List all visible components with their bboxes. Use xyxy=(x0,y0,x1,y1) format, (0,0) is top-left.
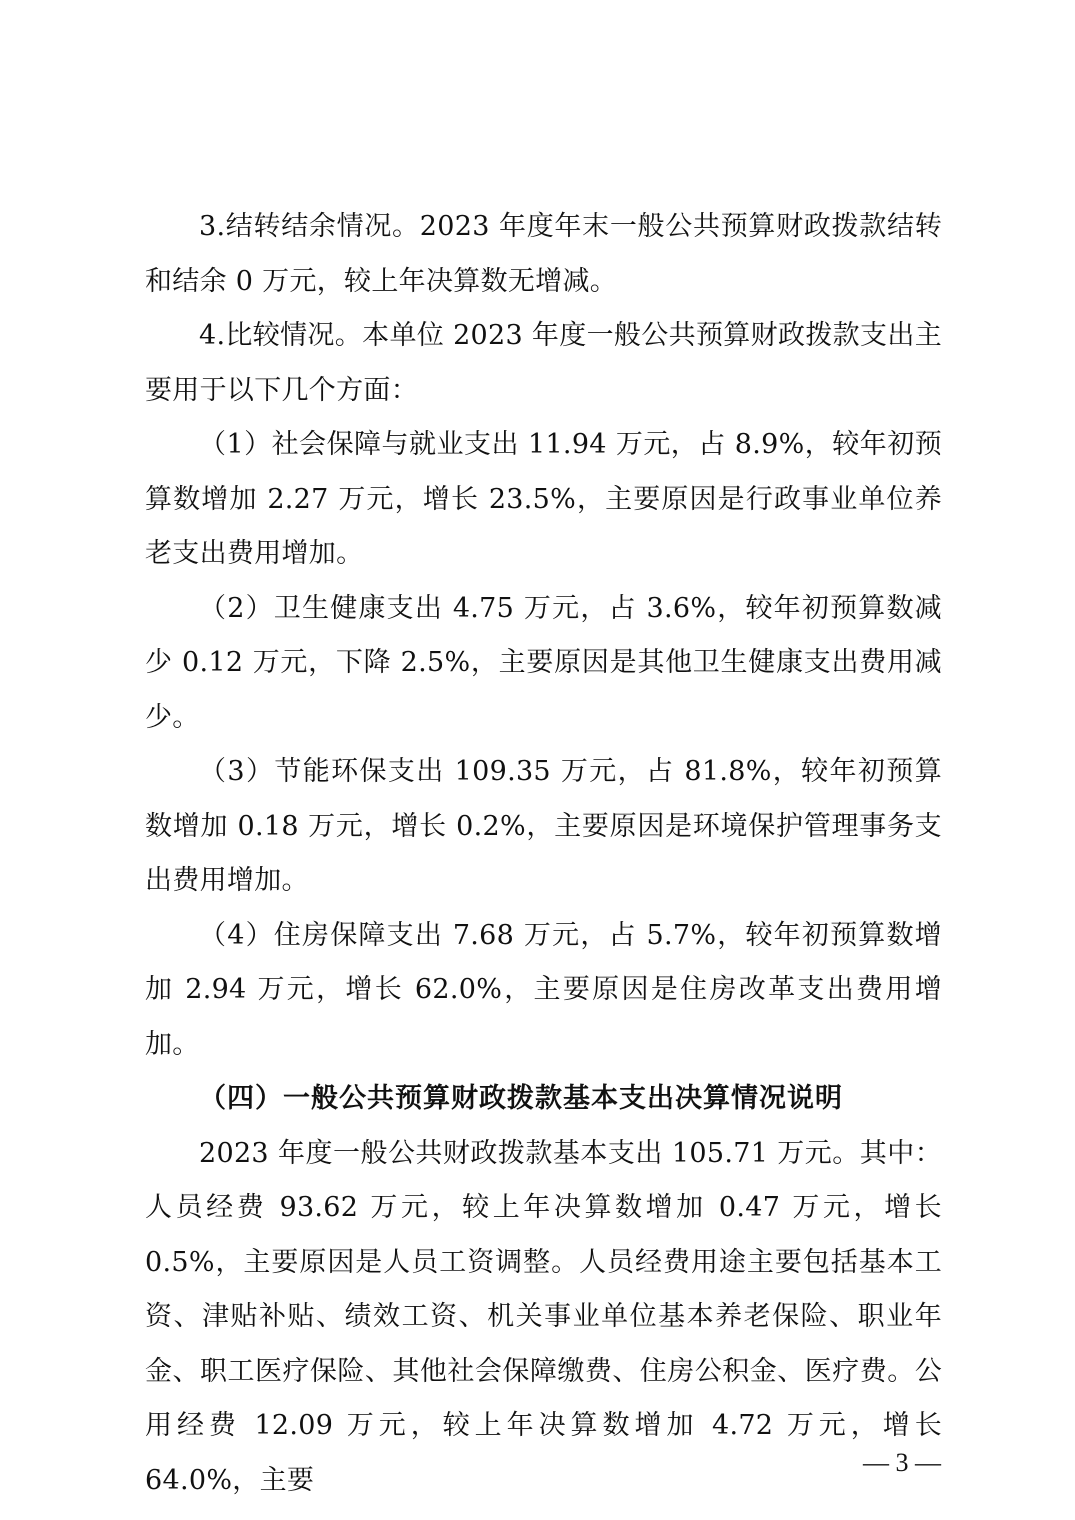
paragraph-carryover-balance: 3.结转结余情况。2023 年度年末一般公共预算财政拨款结转和结余 0 万元，较上年决算数无增减。 xyxy=(145,211,942,297)
paragraph-housing: （4）住房保障支出 7.68 万元，占 5.7%，较年初预算数增加 2.94 万元，增长 62.0%，主要原因是住房改革支出费用增加。 xyxy=(145,919,942,1060)
document-body xyxy=(145,200,942,1508)
paragraph-social-security: （1）社会保障与就业支出 11.94 万元，占 8.9%，较年初预算数增加 2.27 万元，增长 23.5%，主要原因是行政事业单位养老支出费用增加。 xyxy=(145,429,942,569)
paragraph-health: （2）卫生健康支出 4.75 万元，占 3.6%，较年初预算数减少 0.12 万元，下降 2.5%，主要原因是其他卫生健康支出费用减少。 xyxy=(145,592,942,733)
paragraph-comparison: 4.比较情况。本单位 2023 年度一般公共预算财政拨款支出主要用于以下几个方面： xyxy=(145,320,942,406)
section-heading: （四）一般公共预算财政拨款基本支出决算情况说明 xyxy=(199,1083,843,1114)
page-number: — 3 — xyxy=(863,1448,941,1477)
paragraph-environmental: （3）节能环保支出 109.35 万元，占 81.8%，较年初预算数增加 0.18 万元，增长 0.2%，主要原因是环境保护管理事务支出费用增加。 xyxy=(145,756,942,896)
paragraph-basic-expenditure: 2023 年度一般公共财政拨款基本支出 105.71 万元。其中：人员经费 93.62 万元，较上年决算数增加 0.47 万元，增长 0.5%，主要原因是人员工资调整。人员经费用途主要包括基本工资、津贴补贴、绩效工资、机关事业单位基本养老保险、职业年金、职工医疗保险、其他社会保障缴费、住房公积金、医疗费。公用经费 12.09 万元，较上年决算数增加 4.72 万元，增长 64.0%，主要 xyxy=(145,1137,942,1496)
